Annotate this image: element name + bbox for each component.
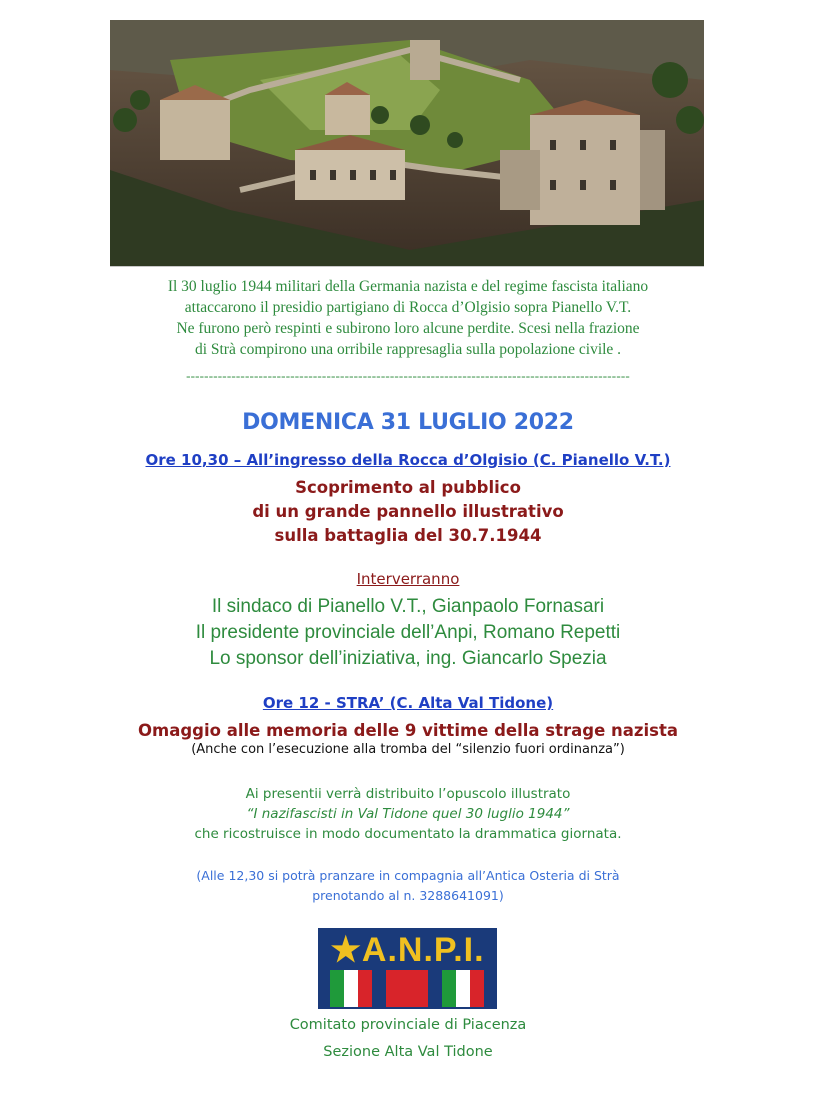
anpi-logo (318, 928, 497, 1009)
anpi-logo-text: ★A.N.P.I. (330, 931, 485, 969)
tribute-note: (Anche con l’esecuzione alla tromba del “silenzio fuori ordinanza”) (191, 742, 625, 757)
speaker-item: Il sindaco di Pianello V.T., Gianpaolo Fornasari (211, 596, 605, 617)
lunch-line: prenotando al n. 3288641091) (312, 888, 504, 903)
speakers-heading: Interverranno (356, 570, 460, 588)
intro-line: Ne furono però respinti e subirono loro alcune perdite. Scesi nella frazione (176, 320, 640, 337)
unveiling-line: di un grande pannello illustrativo (252, 502, 564, 521)
event-date: DOMENICA 31 LUGLIO 2022 (242, 410, 574, 435)
footer-line: Comitato provinciale di Piacenza (289, 1017, 527, 1033)
speaker-item: Il presidente provinciale dell’Anpi, Romano Repetti (195, 622, 621, 643)
intro-line: Il 30 luglio 1944 militari della Germania nazista e del regime fascista italiano (167, 278, 649, 295)
flag-stripe-left (330, 970, 372, 1007)
flag-stripe-right (442, 970, 484, 1007)
tribute-title: Omaggio alle memoria delle 9 vittime della strage nazista (137, 721, 679, 740)
separator-line: -------------------------------------------------------------------------------------------------- (186, 368, 630, 383)
second-schedule: Ore 12 - STRA’ (C. Alta Val Tidone) (262, 694, 554, 712)
first-schedule: Ore 10,30 – All’ingresso della Rocca d’Olgisio (C. Pianello V.T.) (145, 451, 671, 469)
intro-text (0, 276, 816, 360)
footer-line: Sezione Alta Val Tidone (323, 1044, 493, 1060)
intro-line: attaccarono il presidio partigiano di Rocca d’Olgisio sopra Pianello V.T. (184, 299, 632, 316)
booklet-line: che ricostruisce in modo documentato la drammatica giornata. (194, 826, 622, 842)
unveiling-line: Scoprimento al pubblico (295, 478, 521, 497)
speaker-item: Lo sponsor dell’iniziativa, ing. Giancarlo Spezia (209, 648, 607, 669)
speakers-list (0, 594, 816, 672)
booklet-text (0, 784, 816, 844)
unveiling-text (0, 476, 816, 548)
lunch-note (0, 866, 816, 906)
unveiling-line: sulla battaglia del 30.7.1944 (274, 526, 542, 545)
flag-stripe-center (386, 970, 428, 1007)
booklet-line: Ai presentii verrà distribuito l’opuscolo illustrato (245, 786, 571, 802)
footer (0, 1012, 816, 1066)
lunch-line: (Alle 12,30 si potrà pranzare in compagnia all’Antica Osteria di Strà (196, 868, 620, 883)
booklet-title: “I nazifascisti in Val Tidone quel 30 luglio 1944” (246, 806, 570, 822)
intro-line: di Strà compirono una orribile rappresaglia sulla popolazione civile . (194, 341, 622, 358)
castle-photo (110, 20, 704, 267)
